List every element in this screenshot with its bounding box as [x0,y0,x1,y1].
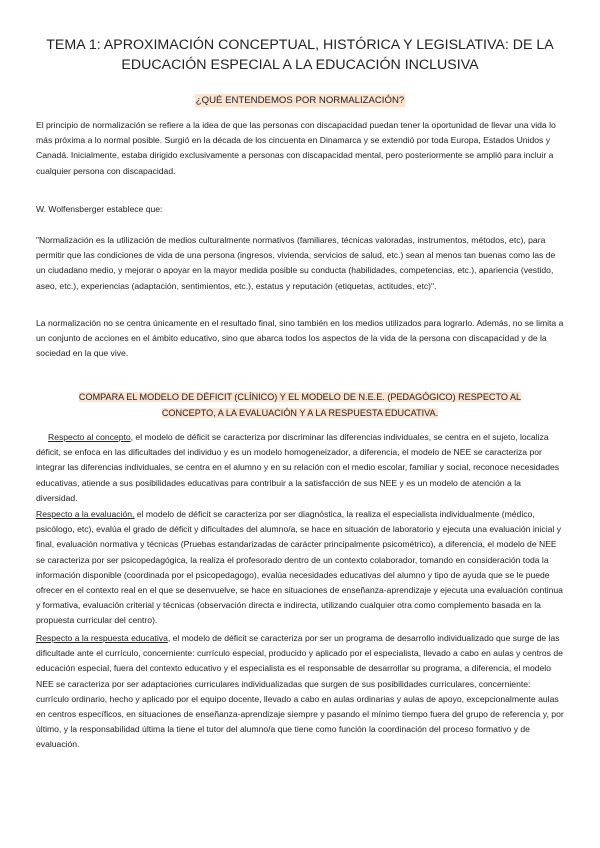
section-heading-modelos [60,390,540,421]
paragraph-evaluacion [36,507,564,629]
heading-highlight: ¿QUÉ ENTENDEMOS POR NORMALIZACIÓN? [195,95,405,106]
heading-highlight: COMPARA EL MODELO DE DÉFICIT (CLÍNICO) Y EL MODELO DE N.E.E. (PEDAGÓGICO) RESPECTO AL CONCEPTO, A LA EVALUACIÓN Y A LA RESPUESTA EDUCATIVA. [78,392,522,418]
paragraph-quote: "Normalización es la utilización de medios culturalmente normativos (familiares, técnicas valoradas, instrumentos, métodos, etc), para permitir que las condiciones de vida de una persona (ingresos, vivienda, servicios de salud, etc.) sean al menos tan buenas como las de un ciudadano medio, y mejorar o apoyar en la mayor medida posible su conducta (habilidades, competencias, etc.), apariencia (vestido, aseo, etc.), experiencias (adaptación, sentimientos, etc.), estatus y reputación (etiquetas, actitudes, etc)". [36,235,556,291]
evaluacion-body: el modelo de déficit se caracteriza por ser diagnóstica, la realiza el especialista individualmente (médico, psicólogo, etc), evalúa el grado de déficit y dificultades del alumno/a, se hace en situación de laboratorio y ejecuta una evaluación inicial y final, evaluación normativa y técnicas (Pruebas estandarizadas de carácter principalmente psicométrico), a diferencia, el modelo de NEE se caracteriza por ser psicopedagógica, la realiza el profesorado dentro de un contexto colaborador, tomando en consideración toda la información disponible (coordinada por el psicopedagogo), evalúa necesidades educativas del alumno y tipo de ayuda que se le puede ofrecer en el contexto real en el que se desenvuelve, se hace en situaciones de enseñanza-aprendizaje y ejecuta una evaluación continua y formativa, evaluación criterial y técnicas (observación directa e indirecta, utilizando cualquier otra como complemento basada en la propuesta curricular del centro). [36,509,563,626]
concepto-body: , el modelo de déficit se caracteriza por discriminar las diferencias individuales, se centra en el sujeto, localiza déficit, se enfoca en las dificultades del individuo y es un modelo homogeneizador, a diferencia, el modelo de NEE se caracteriza por integrar las diferencias individuales, se centra en el alumno y en su relación con el medio escolar, familiar y social, reconoce necesidades educativas, atiende a sus posibilidades educativas para contribuir a la satisfacción de sus NEE y es un modelo de atención a la diversidad. [36,432,560,503]
page-title: TEMA 1: APROXIMACIÓN CONCEPTUAL, HISTÓRICA Y LEGISLATIVA: DE LA EDUCACIÓN ESPECIAL A LA EDUCACIÓN INCLUSIVA [46,37,554,73]
paragraph-concepto [36,430,564,506]
subheading-respuesta: Respecto a la respuesta educativa [36,633,168,643]
respuesta-body: , el modelo de déficit se caracteriza por ser un programa de desarrollo individualizado que surge de las dificultade ante el currículo, concerniente: currículo especial, producido y aplicado por el especialista, llevado a cabo en aulas y centros de educación especial, fuera del contexto educativo y el especialista es el responsable de desarrollar su programa, a diferencia, el modelo NEE se caracteriza por ser adaptaciones curriculares individualizadas que surgen de sus posibilidades curriculares, concerniente: currículo ordinario, hecho y aplicado por el equipo docente, llevado a cabo en aulas ordinarias y aulas de apoyo, excepcionalmente aulas en centros específicos, en situaciones de enseñanza-aprendizaje siempre y pasando el mínimo tiempo fuera del grupo de referencia y, por último, y la responsabilidad última la tiene el tutor del alumno/a que tiene como función la coordinación del proceso formativo y de evaluación. [36,633,564,750]
section-heading-normalizacion [30,94,570,107]
paragraph-normalizacion-medios: La normalización no se centra únicamente en el resultado final, sino también en los medios utilizados para lograrlo. Además, no se limita a un conjunto de acciones en el ámbito educativo, sino que abarca todos los aspectos de la vida de la persona con discapacidad y de la sociedad en la que vive. [36,318,564,359]
paragraph-normalizacion-intro: El principio de normalización se refiere a la idea de que las personas con discapacidad puedan tener la oportunidad de llevar una vida lo más próxima a lo normal posible. Surgió en la década de los cincuenta en Dinamarca y se extendió por toda Europa, Estados Unidos y Canadá. Inicialmente, estaba dirigido exclusivamente a personas con discapacidad mental, pero posteriormente se amplió para incluir a cualquier persona con discapacidad. [36,120,556,176]
subheading-concepto: Respecto al concepto [48,432,131,442]
paragraph-respuesta [36,631,564,753]
subheading-evaluacion: Respecto a la evaluación, [36,509,135,519]
paragraph-wolfensberger: W. Wolfensberger establece que: [36,204,163,214]
